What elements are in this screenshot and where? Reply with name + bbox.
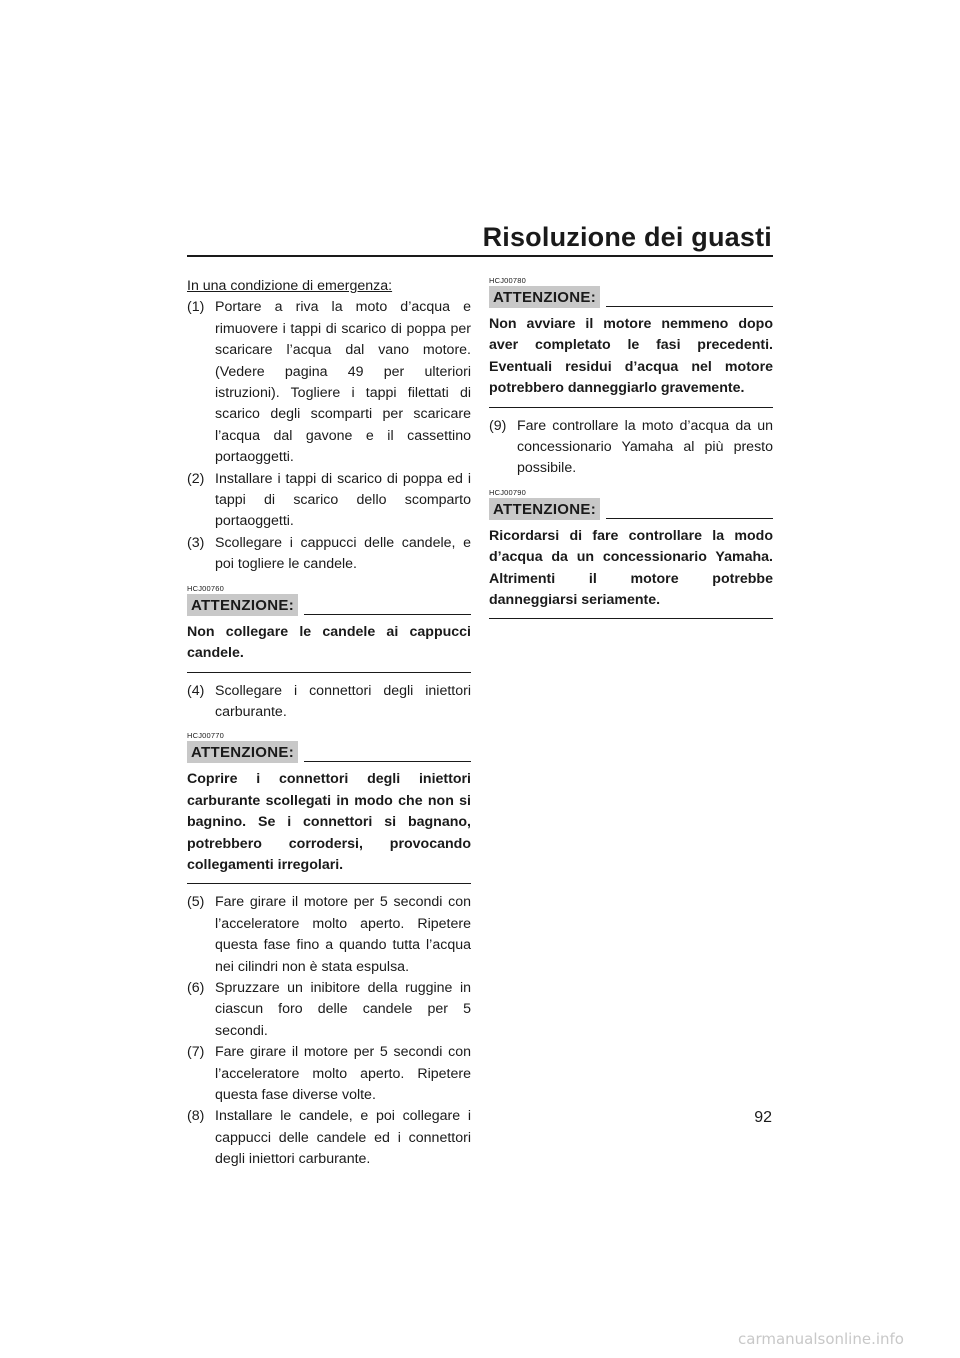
caution-label: ATTENZIONE: (187, 594, 298, 616)
step-7 (187, 1042, 471, 1106)
step-2 (187, 469, 471, 533)
step-number: (8) (187, 1108, 205, 1125)
caution-rule (606, 306, 773, 307)
caution-label: ATTENZIONE: (489, 498, 600, 520)
caution-code: HCJ00760 (187, 583, 225, 593)
caution-header (187, 741, 471, 763)
step-number: (3) (187, 534, 205, 551)
caution-text: Ricordarsi di fare controllare la modo d’acqua da un concessionario Yamaha. Altrimenti il motore potrebbe danneggiarsi seriamente. (489, 526, 773, 620)
watermark: carmanualsonline.info (738, 1330, 904, 1348)
caution-code: HCJ00780 (489, 276, 527, 285)
caution-code: HCJ00770 (187, 731, 225, 741)
step-5 (187, 892, 471, 978)
emergency-intro: In una condizione di emergenza: (187, 278, 393, 294)
step-text: Fare controllare la moto d’acqua da un concessionario Yamaha al più presto possibile. (517, 417, 773, 477)
step-number: (1) (187, 299, 205, 316)
page-title: Risoluzione dei guasti (482, 222, 772, 252)
caution-header (187, 594, 471, 616)
step-text: Fare girare il motore per 5 secondi con l’acceleratore molto aperto. Ripetere questa fase fino a quando tutta l’acqua nei cilindri non è stata espulsa. (215, 894, 471, 975)
step-number: (5) (187, 894, 205, 911)
caution-code: HCJ00790 (489, 487, 527, 497)
left-column (187, 276, 471, 1171)
step-number: (9) (489, 417, 507, 434)
caution-rule (304, 761, 471, 762)
caution-rule (606, 518, 773, 519)
caution-text: Non avviare il motore nemmeno dopo aver completato le fasi precedenti. Eventuali residui d’acqua nel motore potrebbero danneggiarlo gravemente. (489, 314, 773, 408)
step-4 (187, 681, 471, 724)
caution-label: ATTENZIONE: (489, 286, 600, 308)
step-number: (2) (187, 470, 205, 487)
step-number: (6) (187, 979, 205, 996)
step-text: Installare i tappi di scarico di poppa ed i tappi di scarico dello scomparto portaoggetti. (215, 470, 471, 530)
caution-header (489, 498, 773, 520)
caution-label: ATTENZIONE: (187, 741, 298, 763)
step-text: Installare le candele, e poi collegare i cappucci delle candele ed i connettori degli iniettori carburante. (215, 1108, 471, 1168)
step-text: Scollegare i cappucci delle candele, e poi togliere le candele. (215, 534, 471, 573)
step-3 (187, 533, 471, 576)
step-number: (4) (187, 682, 205, 699)
step-6 (187, 978, 471, 1042)
caution-rule (304, 614, 471, 615)
step-9 (489, 416, 773, 480)
step-number: (7) (187, 1044, 205, 1061)
title-rule (187, 255, 773, 257)
step-text: Spruzzare un inibitore della ruggine in ciascun foro delle candele per 5 secondi. (215, 979, 471, 1039)
step-8 (187, 1106, 471, 1170)
step-text: Fare girare il motore per 5 secondi con l’acceleratore molto aperto. Ripetere questa fase diverse volte. (215, 1044, 471, 1103)
step-1 (187, 297, 471, 468)
caution-text: Non collegare le candele ai cappucci candele. (187, 622, 471, 673)
step-text: Portare a riva la moto d’acqua e rimuovere i tappi di scarico di poppa per scaricare l’acqua dal vano motore. (Vedere pagina 49 per ulteriori istruzioni). Togliere i tappi filettati di scarico degli scomparti per scaricare l’acqua dal gavone e il cassettino portaoggetti. (215, 299, 471, 466)
caution-header (489, 286, 773, 308)
page-number: 92 (754, 1109, 772, 1126)
step-text: Scollegare i connettori degli iniettori carburante. (215, 682, 471, 720)
caution-text: Coprire i connettori degli iniettori carburante scollegati in modo che non si bagnino. Se i connettori si bagnano, potrebbero corrodersi, provocando collegamenti irregolari. (187, 769, 471, 884)
right-column (489, 276, 773, 627)
